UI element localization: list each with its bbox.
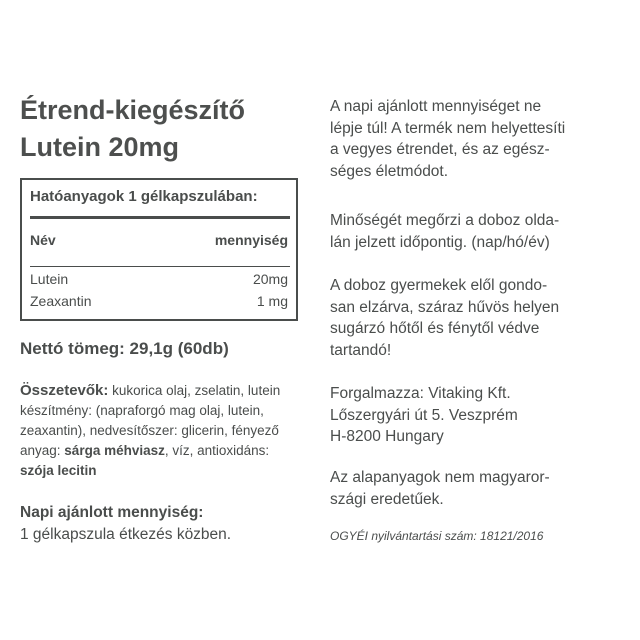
text-line: lépje túl! A termék nem helyettesíti [330,119,566,137]
table-divider-thin [30,266,290,267]
best-before-paragraph [330,210,625,253]
title-line-1: Étrend-kiegészítő [20,95,246,125]
storage-paragraph [330,275,625,361]
text-line: lán jelzett időpontig. (nap/hó/év) [330,233,550,251]
net-weight: Nettó tömeg: 29,1g (60db) [20,339,229,358]
text-line: Forgalmazza: Vitaking Kft. [330,385,511,402]
product-title [20,92,245,166]
table-row-amount: 20mg [252,271,288,287]
text-line: Az alapanyagok nem magyaror- [330,469,550,486]
table-row-amount: 1 mg [256,293,288,309]
text-line: H-8200 Hungary [330,428,444,445]
table-header: Hatóanyagok 1 gélkapszulában: [30,188,258,205]
composition-bold-1: sárga méhviasz [64,443,165,458]
daily-dose-text: 1 gélkapszula étkezés közben. [20,526,232,543]
table-row-name: Lutein [30,271,69,287]
table-divider-thick [30,216,290,219]
column-amount-header: mennyiség [214,232,288,248]
composition-part-2: , víz, antioxidáns: [164,443,270,458]
text-line: sugárzó hőtől és fénytől védve [330,320,540,337]
title-line-2: Lutein 20mg [20,132,180,162]
text-line: Minőségét megőrzi a doboz olda- [330,212,560,229]
registration-number: OGYÉI nyilvántartási szám: 18121/2016 [330,529,544,543]
composition-part-1: kukorica olaj, zselatin, lutein készítmény: (napraforgó mag olaj, lutein, zeaxantin), nedvesítőszer: glicerin, fényező anyag: [20,383,281,458]
table-row-name: Zeaxantin [30,293,92,309]
composition-text [20,381,298,481]
composition-bold-2: szója lecitin [20,463,97,478]
composition-label: Összetevők: [20,382,109,399]
warning-paragraph [330,96,625,182]
text-line: séges életmódot. [330,162,449,180]
text-line: A doboz gyermekek elől gondo- [330,277,548,294]
text-line: san elzárva, száraz hűvös helyen [330,298,560,316]
distributor-paragraph [330,383,625,448]
active-ingredients-table [20,178,298,321]
text-line: szági eredetűek. [330,490,444,508]
origin-paragraph [330,467,625,510]
daily-dose-label: Napi ajánlott mennyiség: [20,504,204,521]
column-name-header: Név [30,232,56,248]
text-line: Lőszergyári út 5. Veszprém [330,406,518,424]
text-line: tartandó! [330,341,392,359]
text-line: a vegyes étrendet, és az egész- [330,141,550,158]
text-line: A napi ajánlott mennyiséget ne [330,98,542,115]
